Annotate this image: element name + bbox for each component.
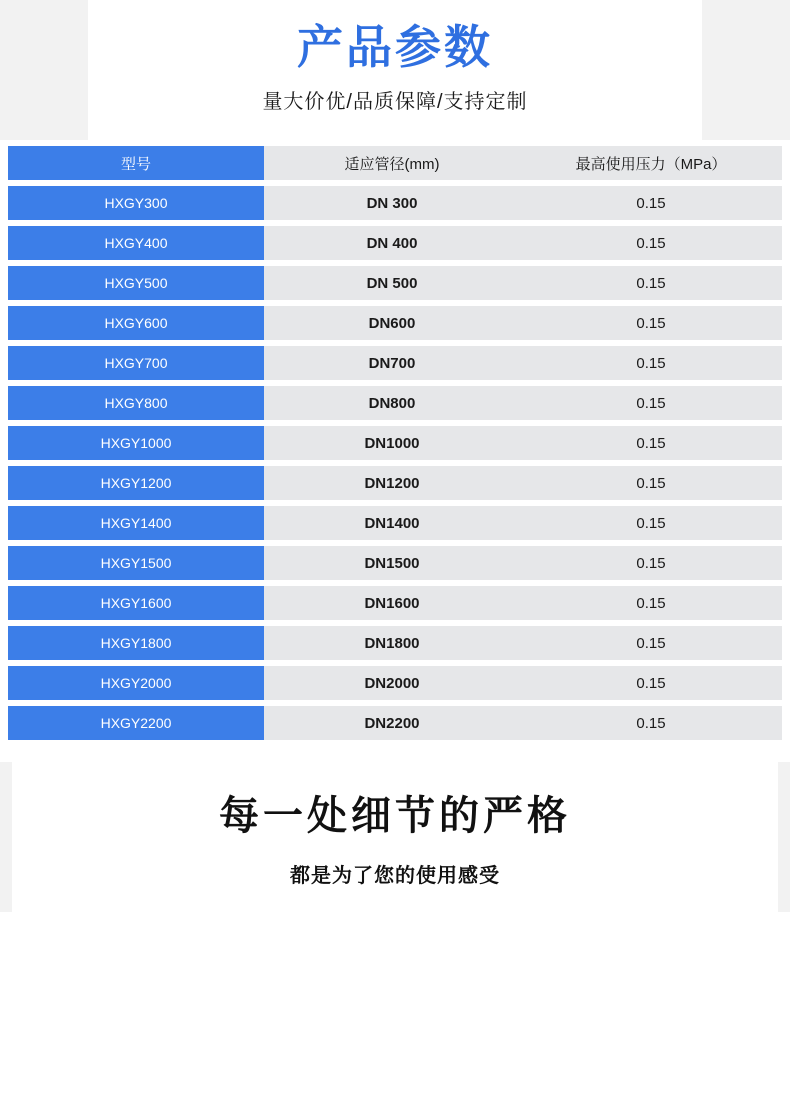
cell-diameter: DN1200: [264, 466, 520, 500]
table-row: [8, 386, 782, 420]
cell-diameter: DN 400: [264, 226, 520, 260]
table-row: [8, 666, 782, 700]
cell-pressure: 0.15: [520, 386, 782, 420]
cell-diameter: DN800: [264, 386, 520, 420]
table-row: [8, 346, 782, 380]
table-row: [8, 546, 782, 580]
cell-model: HXGY1000: [8, 426, 264, 460]
table-row: [8, 626, 782, 660]
table-row: [8, 706, 782, 740]
table-row: [8, 186, 782, 220]
table-row: [8, 466, 782, 500]
cell-pressure: 0.15: [520, 546, 782, 580]
cell-diameter: DN 300: [264, 186, 520, 220]
table-body: [8, 186, 782, 740]
parameters-table: [8, 140, 782, 746]
table-row: [8, 586, 782, 620]
cell-diameter: DN1000: [264, 426, 520, 460]
cell-diameter: DN1600: [264, 586, 520, 620]
table-row: [8, 506, 782, 540]
cell-model: HXGY2000: [8, 666, 264, 700]
cell-model: HXGY500: [8, 266, 264, 300]
cell-diameter: DN600: [264, 306, 520, 340]
cell-pressure: 0.15: [520, 346, 782, 380]
header-banner: [0, 0, 790, 140]
cell-model: HXGY800: [8, 386, 264, 420]
cell-pressure: 0.15: [520, 506, 782, 540]
cell-model: HXGY1600: [8, 586, 264, 620]
cell-model: HXGY1200: [8, 466, 264, 500]
cell-diameter: DN2200: [264, 706, 520, 740]
table-row: [8, 226, 782, 260]
table-row: [8, 426, 782, 460]
table-header: [8, 146, 782, 180]
cell-model: HXGY1500: [8, 546, 264, 580]
cell-model: HXGY1800: [8, 626, 264, 660]
cell-diameter: DN2000: [264, 666, 520, 700]
cell-model: HXGY700: [8, 346, 264, 380]
cell-pressure: 0.15: [520, 466, 782, 500]
table-row: [8, 306, 782, 340]
page-title: 产品参数: [297, 21, 493, 73]
cell-diameter: DN1400: [264, 506, 520, 540]
table-row: [8, 266, 782, 300]
cell-model: HXGY400: [8, 226, 264, 260]
cell-pressure: 0.15: [520, 666, 782, 700]
header-content: [88, 0, 702, 140]
cell-diameter: DN1500: [264, 546, 520, 580]
cell-pressure: 0.15: [520, 266, 782, 300]
column-header-pressure: 最高使用压力（MPa）: [520, 146, 782, 180]
cell-pressure: 0.15: [520, 306, 782, 340]
column-header-diameter: 适应管径(mm): [264, 146, 520, 180]
cell-pressure: 0.15: [520, 186, 782, 220]
cell-model: HXGY2200: [8, 706, 264, 740]
page-subtitle: 量大价优/品质保障/支持定制: [262, 90, 528, 113]
cell-diameter: DN1800: [264, 626, 520, 660]
parameters-table-wrap: [0, 140, 790, 746]
cell-pressure: 0.15: [520, 226, 782, 260]
footer-banner: [0, 762, 790, 912]
footer-content: [12, 762, 778, 912]
column-header-model: 型号: [8, 146, 264, 180]
footer-title: 每一处细节的严格: [219, 794, 571, 838]
cell-pressure: 0.15: [520, 426, 782, 460]
footer-subtitle: 都是为了您的使用感受: [290, 865, 500, 887]
cell-model: HXGY1400: [8, 506, 264, 540]
cell-diameter: DN700: [264, 346, 520, 380]
cell-diameter: DN 500: [264, 266, 520, 300]
cell-model: HXGY600: [8, 306, 264, 340]
cell-pressure: 0.15: [520, 626, 782, 660]
cell-pressure: 0.15: [520, 586, 782, 620]
cell-pressure: 0.15: [520, 706, 782, 740]
table-header-row: [8, 146, 782, 180]
cell-model: HXGY300: [8, 186, 264, 220]
